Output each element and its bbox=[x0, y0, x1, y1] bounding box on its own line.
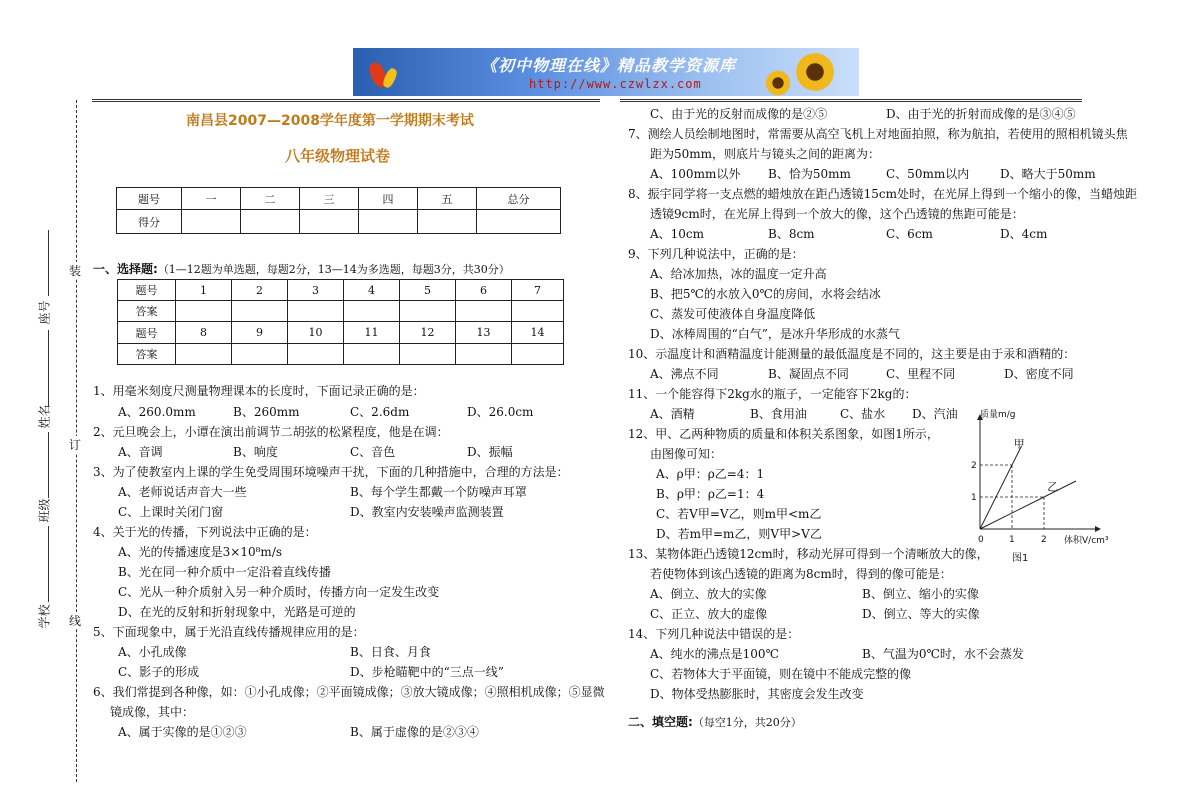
q1-option-a[interactable]: A、260.0mm bbox=[118, 405, 196, 419]
q4-option-d[interactable]: D、在光的反射和折射现象中，光路是可逆的 bbox=[118, 605, 356, 619]
q12-option-c[interactable]: C、若V甲=V乙，则m甲<m乙 bbox=[656, 507, 822, 521]
question-12-cont: 由图像可知： bbox=[650, 447, 723, 461]
question-7: 7、测绘人员绘制地图时，常需要从高空飞机上对地面拍照，称为航拍，若使用的照相机镜头焦 bbox=[628, 127, 1128, 141]
answer-num: 9 bbox=[232, 322, 288, 344]
score-row-label: 得分 bbox=[117, 210, 182, 234]
score-input[interactable] bbox=[182, 210, 241, 234]
answer-row-label: 答案 bbox=[118, 301, 176, 322]
answer-input[interactable] bbox=[512, 344, 564, 365]
question-10: 10、示温度计和酒精温度计能测量的最低温度是不同的，这主要是由于汞和酒精的： bbox=[628, 347, 1076, 361]
answer-num: 1 bbox=[176, 280, 232, 301]
score-cell: 题号 bbox=[117, 188, 182, 210]
q14-option-c[interactable]: C、若物体大于平面镜，则在镜中不能成完整的像 bbox=[650, 667, 912, 681]
q3-option-d[interactable]: D、教室内安装噪声监测装置 bbox=[350, 505, 504, 519]
answer-num: 2 bbox=[232, 280, 288, 301]
q2-option-c[interactable]: C、音色 bbox=[350, 445, 396, 459]
class-label: 班级 bbox=[37, 498, 52, 523]
binding-mark-ding: 订 bbox=[69, 438, 82, 452]
answer-input[interactable] bbox=[232, 301, 288, 322]
question-2: 2、元旦晚会上，小谭在演出前调节二胡弦的松紧程度，他是在调： bbox=[93, 425, 449, 439]
q5-option-d[interactable]: D、步枪瞄靶中的“三点一线” bbox=[350, 665, 504, 679]
q3-option-b[interactable]: B、每个学生都戴一个防噪声耳罩 bbox=[350, 485, 527, 499]
score-input[interactable] bbox=[359, 210, 418, 234]
q12-option-a[interactable]: A、ρ甲：ρ乙=4：1 bbox=[656, 467, 765, 481]
answer-num: 6 bbox=[456, 280, 512, 301]
q11-option-c[interactable]: C、盐水 bbox=[840, 407, 886, 421]
question-11: 11、一个能容得下2kg水的瓶子，一定能容下2kg的： bbox=[628, 387, 917, 401]
q6-option-b[interactable]: B、属于虚像的是②③④ bbox=[350, 725, 479, 739]
answer-input[interactable] bbox=[400, 344, 456, 365]
exam-title: 南昌县2007—2008学年度第一学期期末考试 bbox=[186, 113, 474, 129]
q10-option-d[interactable]: D、密度不同 bbox=[1004, 367, 1074, 381]
question-9: 9、下列几种说法中，正确的是： bbox=[628, 247, 804, 261]
question-6: 6、我们常提到各种像，如：①小孔成像；②平面镜成像；③放大镜成像；④照相机成像；⑤显微 bbox=[93, 685, 605, 699]
answer-input[interactable] bbox=[512, 301, 564, 322]
y-axis-label: 质量m/g bbox=[980, 410, 1016, 420]
answer-num: 10 bbox=[288, 322, 344, 344]
q11-option-a[interactable]: A、酒精 bbox=[650, 407, 695, 421]
name-label: 姓名 bbox=[37, 404, 52, 429]
banner bbox=[353, 48, 859, 96]
section2-note: （每空1分，共20分） bbox=[692, 716, 802, 729]
answer-input[interactable] bbox=[176, 344, 232, 365]
school-field-line[interactable] bbox=[48, 526, 49, 602]
q7-option-a[interactable]: A、100mm以外 bbox=[650, 167, 741, 181]
q8-option-d[interactable]: D、4cm bbox=[1000, 227, 1048, 241]
score-cell: 二 bbox=[241, 188, 300, 210]
q14-option-b[interactable]: B、气温为0℃时，水不会蒸发 bbox=[862, 647, 1024, 661]
answer-input[interactable] bbox=[288, 344, 344, 365]
banner-url: http://www.czwlzx.com bbox=[529, 77, 702, 91]
question-14: 14、下列几种说法中错误的是： bbox=[628, 627, 800, 641]
q6-option-c[interactable]: C、由于光的反射而成像的是②⑤ bbox=[650, 107, 828, 121]
question-1: 1、用毫米刻度尺测量物理课本的长度时，下面记录正确的是： bbox=[93, 384, 425, 398]
answer-row-label: 答案 bbox=[118, 344, 176, 365]
section1-heading: 一、选择题: bbox=[93, 262, 158, 276]
x-tick-label: 1 bbox=[1009, 535, 1015, 545]
answer-input[interactable] bbox=[288, 301, 344, 322]
q5-option-a[interactable]: A、小孔成像 bbox=[118, 645, 187, 659]
class-field-line[interactable] bbox=[48, 432, 49, 498]
q2-option-a[interactable]: A、音调 bbox=[118, 445, 163, 459]
top-rule-right bbox=[620, 99, 1082, 100]
q8-option-b[interactable]: B、8cm bbox=[768, 227, 815, 241]
q9-option-a[interactable]: A、给冰加热，冰的温度一定升高 bbox=[650, 267, 827, 281]
q3-option-c[interactable]: C、上课时关闭门窗 bbox=[118, 505, 224, 519]
q14-option-a[interactable]: A、纯水的沸点是100℃ bbox=[650, 647, 779, 661]
q2-option-d[interactable]: D、振幅 bbox=[467, 445, 513, 459]
q1-option-d[interactable]: D、26.0cm bbox=[467, 405, 534, 419]
answer-num: 14 bbox=[512, 322, 564, 344]
q2-option-b[interactable]: B、响度 bbox=[233, 445, 278, 459]
figure-caption: 图1 bbox=[1012, 553, 1029, 564]
exam-subtitle: 八年级物理试卷 bbox=[285, 147, 391, 165]
question-13-cont: 若使物体到该凸透镜的距离为8cm时，得到的像可能是： bbox=[650, 567, 952, 581]
binding-mark-zhuang: 装 bbox=[69, 264, 82, 278]
series-label-0: 甲 bbox=[1013, 437, 1025, 451]
q5-option-b[interactable]: B、日食、月食 bbox=[350, 645, 431, 659]
section1-heading-wrap bbox=[93, 260, 510, 277]
school-label: 学校 bbox=[37, 604, 52, 629]
q10-option-c[interactable]: C、里程不同 bbox=[886, 367, 956, 381]
score-cell: 总分 bbox=[477, 188, 561, 210]
q11-option-b[interactable]: B、食用油 bbox=[750, 407, 807, 421]
q10-option-b[interactable]: B、凝固点不同 bbox=[768, 367, 849, 381]
banner-title: 《初中物理在线》精品教学资源库 bbox=[481, 56, 737, 75]
seat-field-line[interactable] bbox=[48, 230, 49, 296]
q14-option-d[interactable]: D、物体受热膨胀时，其密度会发生改变 bbox=[650, 687, 864, 701]
score-cell: 一 bbox=[182, 188, 241, 210]
section1-note: （1—12题为单选题，每题2分，13—14为多选题，每题3分，共30分） bbox=[157, 263, 510, 276]
sunflower-icon bbox=[795, 52, 835, 92]
answer-row-label: 题号 bbox=[118, 280, 176, 301]
q4-option-a[interactable]: A、光的传播速度是3×10⁸m/s bbox=[118, 545, 283, 559]
score-input[interactable] bbox=[477, 210, 561, 234]
series-line-1 bbox=[980, 481, 1076, 529]
q11-option-d[interactable]: D、汽油 bbox=[912, 407, 958, 421]
score-cell: 五 bbox=[418, 188, 477, 210]
q5-option-c[interactable]: C、影子的形成 bbox=[118, 665, 200, 679]
q10-option-a[interactable]: A、沸点不同 bbox=[650, 367, 719, 381]
q7-option-c[interactable]: C、50mm以内 bbox=[886, 167, 970, 181]
series-label-1: 乙 bbox=[1047, 480, 1059, 494]
figure-1-chart bbox=[960, 405, 1120, 570]
q4-option-b[interactable]: B、光在同一种介质中一定沿着直线传播 bbox=[118, 565, 331, 579]
section2-heading-wrap bbox=[628, 713, 802, 730]
name-field-line[interactable] bbox=[48, 330, 49, 406]
q8-option-a[interactable]: A、10cm bbox=[650, 227, 705, 241]
q3-option-a[interactable]: A、老师说话声音大一些 bbox=[118, 485, 247, 499]
top-rule-left bbox=[92, 99, 600, 100]
x-tick-label: 0 bbox=[978, 535, 984, 545]
top-rule-left bbox=[92, 101, 600, 102]
section2-heading: 二、填空题: bbox=[628, 715, 693, 729]
answer-input[interactable] bbox=[400, 301, 456, 322]
answer-input[interactable] bbox=[232, 344, 288, 365]
series-line-0 bbox=[980, 446, 1022, 529]
question-13: 13、某物体距凸透镜12cm时，移动光屏可得到一个清晰放大的像， bbox=[628, 547, 989, 561]
y-tick-label: 2 bbox=[971, 461, 977, 471]
q4-option-c[interactable]: C、光从一种介质射入另一种介质时，传播方向一定发生改变 bbox=[118, 585, 440, 599]
q13-option-a[interactable]: A、倒立、放大的实像 bbox=[650, 587, 767, 601]
binding-mark-xian: 线 bbox=[69, 614, 82, 628]
seat-label: 座号 bbox=[37, 300, 52, 325]
question-3: 3、为了使教室内上课的学生免受周围环境噪声干扰，下面的几种措施中，合理的方法是： bbox=[93, 465, 569, 479]
top-rule-right bbox=[620, 101, 1082, 102]
q9-option-b[interactable]: B、把5℃的水放入0℃的房间，水将会结冰 bbox=[650, 287, 881, 301]
question-12: 12、甲、乙两种物质的质量和体积关系图象，如图1所示， bbox=[628, 427, 939, 441]
answer-num: 12 bbox=[400, 322, 456, 344]
answer-input[interactable] bbox=[176, 301, 232, 322]
q1-option-b[interactable]: B、260mm bbox=[233, 405, 300, 419]
answer-num: 4 bbox=[344, 280, 400, 301]
score-table bbox=[116, 187, 561, 234]
answer-row-label: 题号 bbox=[118, 322, 176, 344]
answer-input[interactable] bbox=[344, 301, 400, 322]
q6-option-a[interactable]: A、属于实像的是①②③ bbox=[118, 725, 247, 739]
y-tick-label: 1 bbox=[971, 493, 977, 503]
answer-input[interactable] bbox=[344, 344, 400, 365]
score-cell: 四 bbox=[359, 188, 418, 210]
q13-option-b[interactable]: B、倒立、缩小的实像 bbox=[862, 587, 979, 601]
q12-option-d[interactable]: D、若m甲=m乙，则V甲>V乙 bbox=[656, 527, 822, 541]
score-input[interactable] bbox=[300, 210, 359, 234]
answer-num: 11 bbox=[344, 322, 400, 344]
q7-option-b[interactable]: B、恰为50mm bbox=[768, 167, 851, 181]
q9-option-d[interactable]: D、冰棒周围的“白气”，是冰升华形成的水蒸气 bbox=[650, 327, 900, 341]
score-input[interactable] bbox=[418, 210, 477, 234]
answer-num: 7 bbox=[512, 280, 564, 301]
score-input[interactable] bbox=[241, 210, 300, 234]
answer-num: 3 bbox=[288, 280, 344, 301]
score-cell: 三 bbox=[300, 188, 359, 210]
q1-option-c[interactable]: C、2.6dm bbox=[350, 405, 410, 419]
sunflower-icon bbox=[765, 70, 791, 96]
chart-svg bbox=[960, 405, 1120, 570]
q12-option-b[interactable]: B、ρ甲：ρ乙=1：4 bbox=[656, 487, 765, 501]
x-axis-label: 体积V/cm³ bbox=[1064, 536, 1109, 546]
question-8: 8、振宇同学将一支点燃的蜡烛放在距凸透镜15cm处时，在光屏上得到一个缩小的像，当蜡烛距 bbox=[628, 187, 1138, 201]
q9-option-c[interactable]: C、蒸发可使液体自身温度降低 bbox=[650, 307, 816, 321]
q8-option-c[interactable]: C、6cm bbox=[886, 227, 933, 241]
answer-num: 5 bbox=[400, 280, 456, 301]
answer-table bbox=[117, 279, 564, 365]
x-tick-label: 2 bbox=[1041, 535, 1047, 545]
q7-option-d[interactable]: D、略大于50mm bbox=[1000, 167, 1096, 181]
question-8-cont: 透镜9cm时，在光屏上得到一个放大的像，这个凸透镜的焦距可能是： bbox=[650, 207, 1024, 221]
answer-input[interactable] bbox=[456, 301, 512, 322]
answer-num: 8 bbox=[176, 322, 232, 344]
q6-option-d[interactable]: D、由于光的折射而成像的是③④⑤ bbox=[886, 107, 1076, 121]
question-6-cont: 镜成像，其中： bbox=[110, 705, 195, 719]
question-7-cont: 距为50mm，则底片与镜头之间的距离为： bbox=[650, 147, 881, 161]
question-5: 5、下面现象中，属于光沿直线传播规律应用的是： bbox=[93, 625, 365, 639]
answer-num: 13 bbox=[456, 322, 512, 344]
q13-option-d[interactable]: D、倒立、等大的实像 bbox=[862, 607, 980, 621]
question-4: 4、关于光的传播，下列说法中正确的是： bbox=[93, 525, 317, 539]
answer-input[interactable] bbox=[456, 344, 512, 365]
q13-option-c[interactable]: C、正立、放大的虚像 bbox=[650, 607, 768, 621]
